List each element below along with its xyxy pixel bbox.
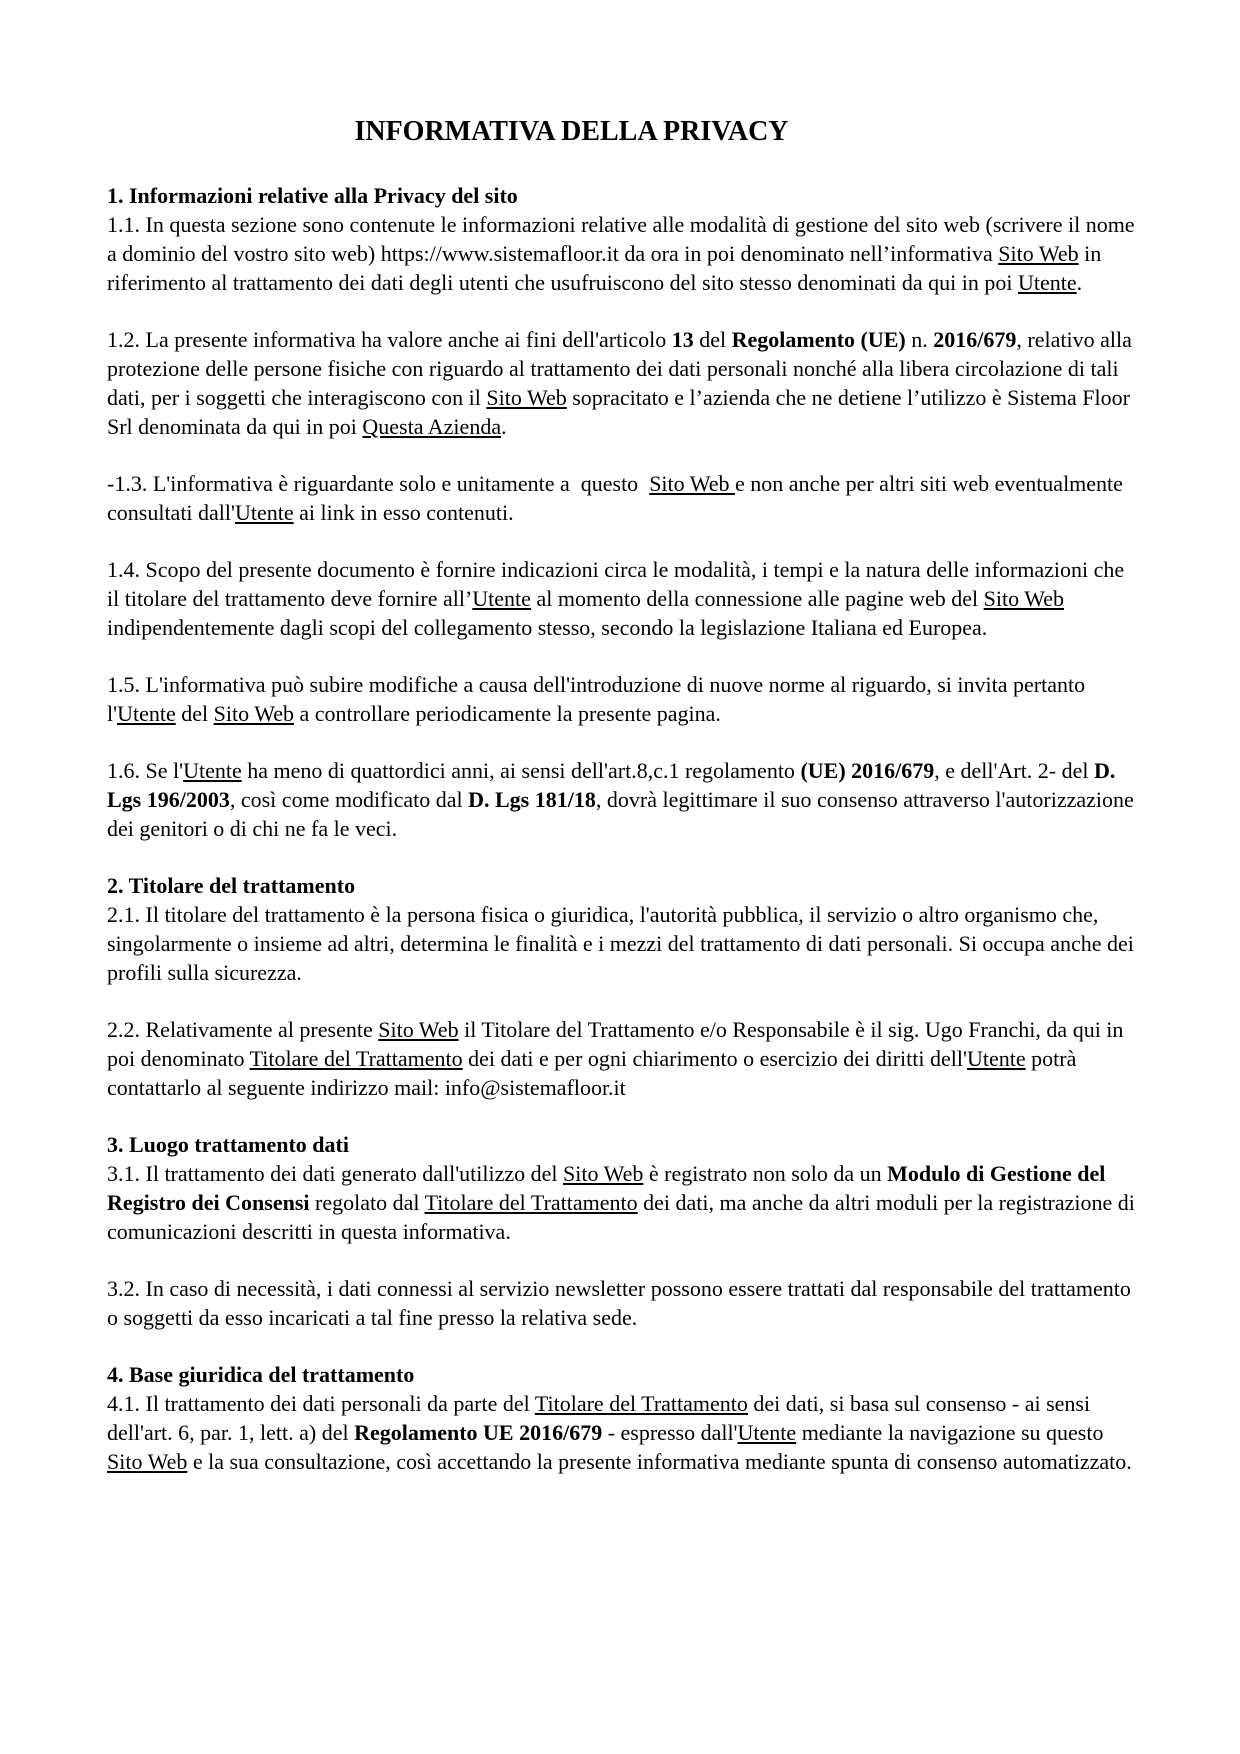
underlined-term: Utente <box>737 1420 797 1445</box>
text-run: in riferimento al trattamento dei dati degli utenti che usufruiscono del sito stesso denominati da qui in poi <box>107 241 1107 295</box>
section-heading <box>107 1360 1136 1389</box>
text-run: e non anche per altri siti web eventualmente consultati dall' <box>107 471 1129 525</box>
paragraph <box>107 900 1140 987</box>
text-run: 1.6. Se l' <box>107 758 184 783</box>
text-run: e la sua consultazione, così accettando la presente informativa mediante spunta di consenso automatizzato. <box>187 1449 1132 1474</box>
paragraph <box>107 1159 1141 1246</box>
underlined-term: Sito Web <box>107 1449 188 1474</box>
text-run: , dovrà legittimare il suo consenso attraverso l'autorizzazione dei genitori o di chi ne fa le veci. <box>107 787 1140 841</box>
text-run: 1.1. In questa sezione sono contenute le informazioni relative alle modalità di gestione del sito web (scrivere il nome a dominio del vostro sito web) https://www.sistemafloor.it da ora in poi denominato nell’informativa <box>107 212 1141 266</box>
paragraph <box>107 670 1136 728</box>
text-run: al momento della connessione alle pagine web del <box>530 586 984 611</box>
text-run: . <box>501 414 507 439</box>
text-run: 3. Luogo trattamento dati <box>107 1132 349 1157</box>
bold-term: (UE) 2016/679 <box>800 758 935 783</box>
document-body <box>107 181 1141 1476</box>
bold-term: Regolamento UE 2016/679 <box>354 1420 603 1445</box>
section-heading <box>107 181 1136 210</box>
bold-term: D. Lgs 196/2003 <box>107 758 1121 812</box>
text-run: 1.5. L'informativa può subire modifiche a causa dell'introduzione di nuove norme al riguardo, si invita pertanto l' <box>107 672 1091 726</box>
paragraph <box>107 325 1136 441</box>
text-run: 3.2. In caso di necessità, i dati connessi al servizio newsletter possono essere trattati dal responsabile del trattamento o soggetti da esso incaricati a tal fine presso la relativa sede. <box>107 1276 1137 1330</box>
text-run: 2.2. Relativamente al presente <box>107 1017 379 1042</box>
text-run: ai link in esso contenuti. <box>293 500 514 525</box>
text-run: è registrato non solo da un <box>643 1161 888 1186</box>
underlined-term: Utente <box>235 500 294 525</box>
text-run: dei dati e per ogni chiarimento o esercizio dei diritti dell' <box>462 1046 967 1071</box>
paragraph <box>107 1389 1136 1476</box>
text-run: 2. Titolare del trattamento <box>107 873 356 898</box>
section-heading <box>107 871 1136 900</box>
text-run: sopracitato e l’azienda che ne detiene l’utilizzo è Sistema Floor Srl denominata da qui in poi <box>107 385 1136 439</box>
text-run: del <box>693 327 732 352</box>
text-run: 1.4. Scopo del presente documento è fornire indicazioni circa le modalità, i tempi e la natura delle informazioni che il titolare del trattamento deve fornire all’ <box>107 557 1130 611</box>
underlined-term: Sito Web <box>486 385 567 410</box>
text-run: -1.3. L'informativa è riguardante solo e unitamente a questo <box>107 471 650 496</box>
bold-term: D. Lgs 181/18 <box>468 787 596 812</box>
underlined-term: Utente <box>117 701 176 726</box>
underlined-term: Utente <box>472 586 531 611</box>
text-run: il Titolare del Trattamento e/o Responsabile è il sig. Ugo Franchi, da qui in poi denominato <box>107 1017 1129 1071</box>
paragraph <box>107 1015 1136 1102</box>
bold-term: 13 <box>671 327 694 352</box>
text-run: 1. Informazioni relative alla Privacy del sito <box>107 183 518 208</box>
text-run: dei dati, si basa sul consenso - ai sensi dell'art. 6, par. 1, lett. a) del <box>107 1391 1096 1445</box>
text-run: , relativo alla protezione delle persone fisiche con riguardo al trattamento dei dati personali nonché alla libera circolazione di tali dati, per i soggetti che interagiscono con il <box>107 327 1138 410</box>
underlined-term: Sito Web <box>563 1161 644 1186</box>
paragraph <box>107 555 1136 642</box>
text-run: regolato dal <box>309 1190 425 1215</box>
text-run: a controllare periodicamente la presente pagina. <box>293 701 721 726</box>
bold-term: Regolamento (UE) <box>731 327 906 352</box>
text-run: 2.1. Il titolare del trattamento è la persona fisica o giuridica, l'autorità pubblica, il servizio o altro organismo che, singolarmente o insieme ad altri, determina le finalità e i mezzi del trattamento di dati personali. Si occupa anche dei profili sulla sicurezza. <box>107 902 1140 985</box>
text-run: 1.2. La presente informativa ha valore anche ai fini dell'articolo <box>107 327 672 352</box>
underlined-term: Sito Web <box>983 586 1064 611</box>
underlined-term: Sito Web <box>213 701 294 726</box>
bold-term: 2016/679 <box>933 327 1017 352</box>
underlined-term: Sito Web <box>998 241 1079 266</box>
bold-term: Modulo di Gestione del Registro dei Consensi <box>107 1161 1111 1215</box>
paragraph <box>107 1274 1136 1332</box>
text-run: - espresso dall' <box>602 1420 738 1445</box>
paragraph <box>107 469 1136 527</box>
text-run: mediante la navigazione su questo <box>796 1420 1109 1445</box>
paragraph <box>107 210 1141 297</box>
text-run: 4. Base giuridica del trattamento <box>107 1362 415 1387</box>
underlined-term: Questa Azienda <box>362 414 502 439</box>
text-run: dei dati, ma anche da altri moduli per la registrazione di comunicazioni descritti in questa informativa. <box>107 1190 1141 1244</box>
underlined-term: Utente <box>183 758 242 783</box>
underlined-term: Utente <box>1017 270 1077 295</box>
text-run: 4.1. Il trattamento dei dati personali da parte del <box>107 1391 535 1416</box>
underlined-term: Titolare del Trattamento <box>534 1391 748 1416</box>
text-run: n. <box>905 327 934 352</box>
section-heading <box>107 1130 1136 1159</box>
text-run: indipendentemente dagli scopi del collegamento stesso, secondo la legislazione Italiana ed Europea. <box>107 586 1070 640</box>
paragraph <box>107 756 1140 843</box>
text-run: , e dell'Art. 2- del <box>934 758 1095 783</box>
document-title: INFORMATIVA DELLA PRIVACY <box>354 116 789 147</box>
text-run: , così come modificato dal <box>229 787 469 812</box>
text-run: ha meno di quattordici anni, ai sensi dell'art.8,c.1 regolamento <box>241 758 801 783</box>
text-run: potrà contattarlo al seguente indirizzo mail: info@sistemafloor.it <box>107 1046 1082 1100</box>
text-run: 3.1. Il trattamento dei dati generato dall'utilizzo del <box>107 1161 564 1186</box>
underlined-term: Titolare del Trattamento <box>424 1190 638 1215</box>
text-run: del <box>175 701 214 726</box>
underlined-term: Utente <box>966 1046 1026 1071</box>
underlined-term: Sito Web <box>649 471 736 496</box>
underlined-term: Sito Web <box>378 1017 459 1042</box>
text-run: . <box>1076 270 1083 295</box>
underlined-term: Titolare del Trattamento <box>249 1046 463 1071</box>
